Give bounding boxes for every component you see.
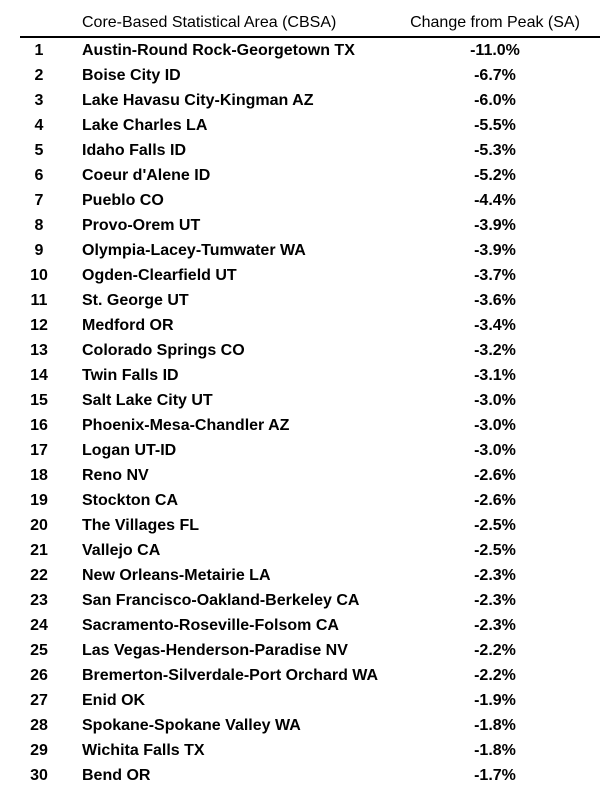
change-value-cell: -3.6% — [474, 291, 516, 309]
area-name-cell: Medford OR — [82, 316, 174, 334]
table-row — [20, 113, 600, 138]
table-row — [20, 688, 600, 713]
area-name-cell: Enid OK — [82, 691, 146, 709]
area-name-cell: The Villages FL — [82, 516, 200, 534]
rank-cell: 13 — [30, 341, 48, 359]
area-name-cell: Lake Havasu City-Kingman AZ — [82, 91, 314, 109]
change-value-cell: -2.3% — [474, 591, 516, 609]
table-row — [20, 763, 600, 788]
change-value-cell: -2.3% — [474, 566, 516, 584]
area-name-cell: Reno NV — [82, 466, 149, 484]
table-row — [20, 638, 600, 663]
rank-cell: 28 — [30, 716, 48, 734]
rank-cell: 15 — [30, 391, 48, 409]
rank-cell: 7 — [34, 191, 44, 209]
rank-cell: 5 — [34, 141, 44, 159]
area-name-cell: Colorado Springs CO — [82, 341, 245, 359]
rank-cell: 16 — [30, 416, 48, 434]
table-row — [20, 188, 600, 213]
table-body — [20, 37, 600, 788]
table-row — [20, 438, 600, 463]
table-row — [20, 613, 600, 638]
table-row — [20, 313, 600, 338]
header-area: Core-Based Statistical Area (CBSA) — [72, 10, 390, 37]
change-value-cell: -6.7% — [474, 66, 516, 84]
change-value-cell: -1.8% — [474, 741, 516, 759]
table-row — [20, 413, 600, 438]
area-name-cell: Idaho Falls ID — [82, 141, 187, 159]
table-row — [20, 338, 600, 363]
rank-cell: 3 — [34, 91, 44, 109]
rank-cell: 27 — [30, 691, 48, 709]
area-name-cell: Sacramento-Roseville-Folsom CA — [82, 616, 339, 634]
table-row — [20, 163, 600, 188]
area-name-cell: Bremerton-Silverdale-Port Orchard WA — [82, 666, 379, 684]
header-rank — [20, 10, 72, 37]
rank-cell: 22 — [30, 566, 48, 584]
header-change: Change from Peak (SA) — [390, 10, 600, 37]
change-value-cell: -3.7% — [474, 266, 516, 284]
table-row — [20, 363, 600, 388]
area-name-cell: Ogden-Clearfield UT — [82, 266, 237, 284]
rank-cell: 29 — [30, 741, 48, 759]
change-value-cell: -3.2% — [474, 341, 516, 359]
area-name-cell: Spokane-Spokane Valley WA — [82, 716, 301, 734]
table-row — [20, 238, 600, 263]
table-row — [20, 588, 600, 613]
area-name-cell: Pueblo CO — [82, 191, 164, 209]
rank-cell: 1 — [34, 41, 44, 59]
rank-cell: 19 — [30, 491, 48, 509]
area-name-cell: Vallejo CA — [82, 541, 161, 559]
rank-cell: 12 — [30, 316, 48, 334]
table-row — [20, 138, 600, 163]
area-name-cell: Boise City ID — [82, 66, 181, 84]
table-row — [20, 713, 600, 738]
change-value-cell: -1.8% — [474, 716, 516, 734]
area-name-cell: St. George UT — [82, 291, 189, 309]
change-value-cell: -2.2% — [474, 641, 516, 659]
rank-cell: 2 — [34, 66, 44, 84]
rank-cell: 30 — [30, 766, 48, 784]
rank-cell: 23 — [30, 591, 48, 609]
table-row — [20, 663, 600, 688]
change-value-cell: -5.5% — [474, 116, 516, 134]
area-name-cell: Olympia-Lacey-Tumwater WA — [82, 241, 306, 259]
table-row — [20, 538, 600, 563]
change-value-cell: -3.4% — [474, 316, 516, 334]
area-name-cell: Lake Charles LA — [82, 116, 208, 134]
change-value-cell: -6.0% — [474, 91, 516, 109]
area-name-cell: Austin-Round Rock-Georgetown TX — [82, 41, 355, 59]
rank-cell: 14 — [30, 366, 48, 384]
change-value-cell: -4.4% — [474, 191, 516, 209]
change-value-cell: -5.3% — [474, 141, 516, 159]
table-row — [20, 488, 600, 513]
header-row — [20, 10, 600, 37]
change-value-cell: -11.0% — [470, 41, 520, 59]
rank-cell: 26 — [30, 666, 48, 684]
area-name-cell: Bend OR — [82, 766, 151, 784]
change-value-cell: -3.0% — [474, 441, 516, 459]
change-value-cell: -3.9% — [474, 241, 516, 259]
area-name-cell: Salt Lake City UT — [82, 391, 213, 409]
cbsa-ranking-table — [20, 10, 600, 788]
change-value-cell: -2.6% — [474, 466, 516, 484]
rank-cell: 25 — [30, 641, 48, 659]
change-value-cell: -2.5% — [474, 541, 516, 559]
rank-cell: 18 — [30, 466, 48, 484]
area-name-cell: Phoenix-Mesa-Chandler AZ — [82, 416, 290, 434]
rank-cell: 6 — [34, 166, 44, 184]
area-name-cell: Wichita Falls TX — [82, 741, 205, 759]
rank-cell: 17 — [30, 441, 48, 459]
rank-cell: 20 — [30, 516, 48, 534]
area-name-cell: Las Vegas-Henderson-Paradise NV — [82, 641, 348, 659]
change-value-cell: -3.1% — [474, 366, 516, 384]
table-row — [20, 213, 600, 238]
rank-cell: 11 — [30, 291, 48, 309]
change-value-cell: -2.6% — [474, 491, 516, 509]
area-name-cell: Logan UT-ID — [82, 441, 177, 459]
area-name-cell: San Francisco-Oakland-Berkeley CA — [82, 591, 360, 609]
table-row — [20, 88, 600, 113]
area-name-cell: Coeur d'Alene ID — [82, 166, 211, 184]
change-value-cell: -2.3% — [474, 616, 516, 634]
table-row — [20, 513, 600, 538]
rank-cell: 8 — [34, 216, 44, 234]
rank-cell: 4 — [34, 116, 44, 134]
table-row — [20, 63, 600, 88]
area-name-cell: Stockton CA — [82, 491, 178, 509]
rank-cell: 24 — [30, 616, 48, 634]
change-value-cell: -2.5% — [474, 516, 516, 534]
area-name-cell: Twin Falls ID — [82, 366, 179, 384]
table-row — [20, 388, 600, 413]
table-row — [20, 738, 600, 763]
change-value-cell: -5.2% — [474, 166, 516, 184]
change-value-cell: -3.0% — [474, 416, 516, 434]
table-row — [20, 37, 600, 63]
change-value-cell: -3.9% — [474, 216, 516, 234]
rank-cell: 21 — [30, 541, 48, 559]
change-value-cell: -1.7% — [474, 766, 516, 784]
area-name-cell: New Orleans-Metairie LA — [82, 566, 271, 584]
change-value-cell: -2.2% — [474, 666, 516, 684]
table-row — [20, 263, 600, 288]
rank-cell: 9 — [34, 241, 44, 259]
change-value-cell: -3.0% — [474, 391, 516, 409]
rank-cell: 10 — [30, 266, 48, 284]
area-name-cell: Provo-Orem UT — [82, 216, 201, 234]
table-row — [20, 563, 600, 588]
table-row — [20, 288, 600, 313]
change-value-cell: -1.9% — [474, 691, 516, 709]
table-row — [20, 463, 600, 488]
table-header — [20, 10, 600, 37]
